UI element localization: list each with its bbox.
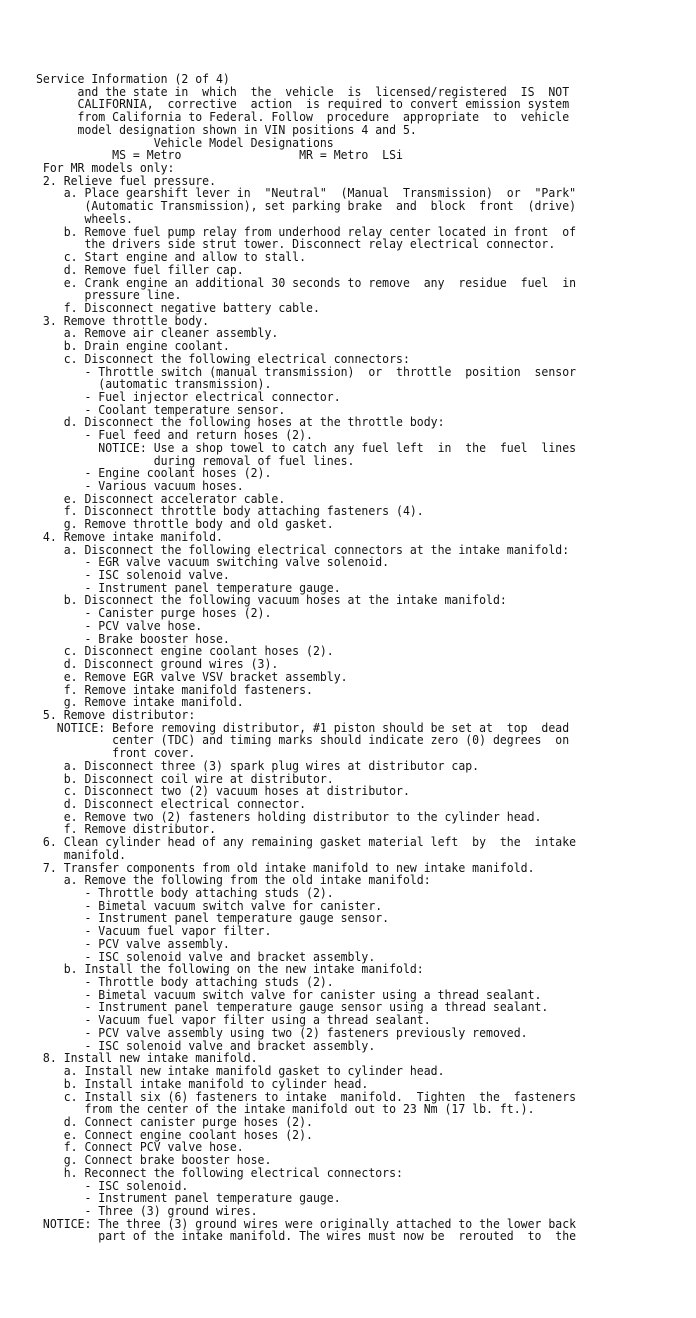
document-line: a. Disconnect three (3) spark plug wires at distributor cap. <box>36 757 480 773</box>
document-line: wheels. <box>36 210 133 226</box>
document-line: b. Install intake manifold to cylinder head. <box>36 1075 369 1091</box>
document-title: Service Information (2 of 4) <box>36 71 230 86</box>
document-line: pressure line. <box>36 287 182 303</box>
document-line: c. Install six (6) fasteners to intake manifold. Tighten the fasteners <box>36 1088 577 1104</box>
document-line: 7. Transfer components from old intake manifold to new intake manifold. <box>36 859 535 875</box>
document-line: - PCV valve assembly using two (2) fasteners previously removed. <box>36 1024 528 1040</box>
document-line: - PCV valve hose. <box>36 617 203 633</box>
document-line: b. Remove fuel pump relay from underhood relay center located in front of <box>36 223 577 239</box>
document-line: - Canister purge hoses (2). <box>36 605 272 621</box>
service-information-document <box>36 73 576 1243</box>
document-line: - Throttle body attaching studs (2). <box>36 885 334 900</box>
document-line: a. Remove air cleaner assembly. <box>36 325 279 341</box>
document-line: d. Disconnect electrical connector. <box>36 795 307 811</box>
document-line: h. Reconnect the following electrical connectors: <box>36 1164 403 1180</box>
document-line: - Fuel injector electrical connector. <box>36 388 341 404</box>
document-line: - EGR valve vacuum switching valve solenoid. <box>36 554 390 570</box>
document-line: g. Remove intake manifold. <box>36 694 244 710</box>
document-line: - Brake booster hose. <box>36 630 230 646</box>
document-line: g. Connect brake booster hose. <box>36 1152 272 1168</box>
document-line: d. Disconnect the following hoses at the throttle body: <box>36 414 445 430</box>
document-line: and the state in which the vehicle is licensed/registered IS NOT <box>36 83 570 99</box>
document-line: g. Remove throttle body and old gasket. <box>36 516 334 532</box>
document-line: - ISC solenoid valve. <box>36 567 230 583</box>
document-line: NOTICE: Use a shop towel to catch any fuel left in the fuel lines <box>36 439 577 455</box>
document-line: f. Remove intake manifold fasteners. <box>36 681 313 697</box>
document-line: d. Connect canister purge hoses (2). <box>36 1113 313 1129</box>
document-line: - Engine coolant hoses (2). <box>36 465 272 481</box>
document-line: - Instrument panel temperature gauge. <box>36 579 341 595</box>
document-line: - ISC solenoid valve and bracket assembly. <box>36 948 376 964</box>
document-line: 2. Relieve fuel pressure. <box>36 172 217 188</box>
document-line: - Vacuum fuel vapor filter. <box>36 923 272 939</box>
document-line: a. Remove the following from the old intake manifold: <box>36 872 431 888</box>
document-line: - PCV valve assembly. <box>36 935 230 951</box>
document-line: c. Start engine and allow to stall. <box>36 249 307 265</box>
document-line: 3. Remove throttle body. <box>36 312 210 328</box>
document-line: e. Remove EGR valve VSV bracket assembly. <box>36 668 348 684</box>
document-line: front cover. <box>36 745 196 761</box>
document-line: model designation shown in VIN positions 4 and 5. <box>36 121 417 137</box>
document-line: Vehicle Model Designations <box>36 134 334 150</box>
document-line: - Coolant temperature sensor. <box>36 401 286 417</box>
document-line: CALIFORNIA, corrective action is required to convert emission system <box>36 96 570 112</box>
document-line: - Vacuum fuel vapor filter using a thread sealant. <box>36 1012 431 1028</box>
document-line: 5. Remove distributor: <box>36 706 196 722</box>
document-line: c. Disconnect the following electrical connectors: <box>36 350 410 366</box>
document-line: e. Connect engine coolant hoses (2). <box>36 1126 313 1142</box>
document-line: - Throttle body attaching studs (2). <box>36 974 334 990</box>
document-line: f. Disconnect throttle body attaching fasteners (4). <box>36 503 424 519</box>
document-line: the drivers side strut tower. Disconnect relay electrical connector. <box>36 236 556 252</box>
document-line: - ISC solenoid. <box>36 1177 189 1193</box>
document-line: from the center of the intake manifold out to 23 Nm (17 lb. ft.). <box>36 1101 535 1117</box>
document-line: b. Drain engine coolant. <box>36 338 230 354</box>
document-line: 4. Remove intake manifold. <box>36 528 223 544</box>
document-line: - Fuel feed and return hoses (2). <box>36 427 313 443</box>
document-line: a. Install new intake manifold gasket to cylinder head. <box>36 1063 445 1079</box>
document-line: f. Disconnect negative battery cable. <box>36 299 320 315</box>
document-line: b. Disconnect coil wire at distributor. <box>36 770 334 786</box>
document-line: - Three (3) ground wires. <box>36 1202 258 1218</box>
document-line: a. Place gearshift lever in "Neutral" (Manual Transmission) or "Park" <box>36 185 577 201</box>
document-line: part of the intake manifold. The wires must now be rerouted to the <box>36 1228 577 1244</box>
document-line: a. Disconnect the following electrical connectors at the intake manifold: <box>36 541 570 557</box>
document-line: f. Connect PCV valve hose. <box>36 1139 244 1155</box>
document-line: (Automatic Transmission), set parking brake and block front (drive) <box>36 198 577 214</box>
document-line: - Instrument panel temperature gauge. <box>36 1190 341 1206</box>
document-line: manifold. <box>36 846 127 862</box>
document-line: For MR models only: <box>36 160 175 176</box>
document-line: from California to Federal. Follow procedure appropriate to vehicle <box>36 109 570 125</box>
document-line: - Bimetal vacuum switch valve for canister using a thread sealant. <box>36 986 542 1002</box>
document-line: - Bimetal vacuum switch valve for canister. <box>36 897 383 913</box>
document-line: b. Disconnect the following vacuum hoses at the intake manifold: <box>36 592 507 608</box>
document-line: d. Remove fuel filler cap. <box>36 261 244 277</box>
document-line: c. Disconnect two (2) vacuum hoses at distributor. <box>36 783 410 799</box>
document-line: - ISC solenoid valve and bracket assembly. <box>36 1037 376 1053</box>
document-line: 6. Clean cylinder head of any remaining gasket material left by the intake <box>36 834 577 850</box>
document-line: e. Remove two (2) fasteners holding distributor to the cylinder head. <box>36 808 542 824</box>
document-line: e. Disconnect accelerator cable. <box>36 490 286 506</box>
document-line: - Instrument panel temperature gauge sensor. <box>36 910 390 926</box>
document-line: NOTICE: Before removing distributor, #1 piston should be set at top dead <box>36 719 570 735</box>
document-line: NOTICE: The three (3) ground wires were originally attached to the lower back <box>36 1215 577 1231</box>
document-line: - Instrument panel temperature gauge sensor using a thread sealant. <box>36 999 549 1015</box>
document-line: - Various vacuum hoses. <box>36 478 244 493</box>
document-line: center (TDC) and timing marks should indicate zero (0) degrees on <box>36 732 570 748</box>
document-line: c. Disconnect engine coolant hoses (2). <box>36 643 334 659</box>
document-line: f. Remove distributor. <box>36 821 217 837</box>
document-line: b. Install the following on the new intake manifold: <box>36 961 424 977</box>
document-line: MS = Metro MR = Metro LSi <box>36 147 403 163</box>
document-line: during removal of fuel lines. <box>36 452 355 468</box>
document-line: 8. Install new intake manifold. <box>36 1050 258 1066</box>
document-line: e. Crank engine an additional 30 seconds to remove any residue fuel in <box>36 274 577 290</box>
document-line: - Throttle switch (manual transmission) or throttle position sensor <box>36 363 577 379</box>
document-line: (automatic transmission). <box>36 376 272 392</box>
document-line: d. Disconnect ground wires (3). <box>36 656 279 672</box>
